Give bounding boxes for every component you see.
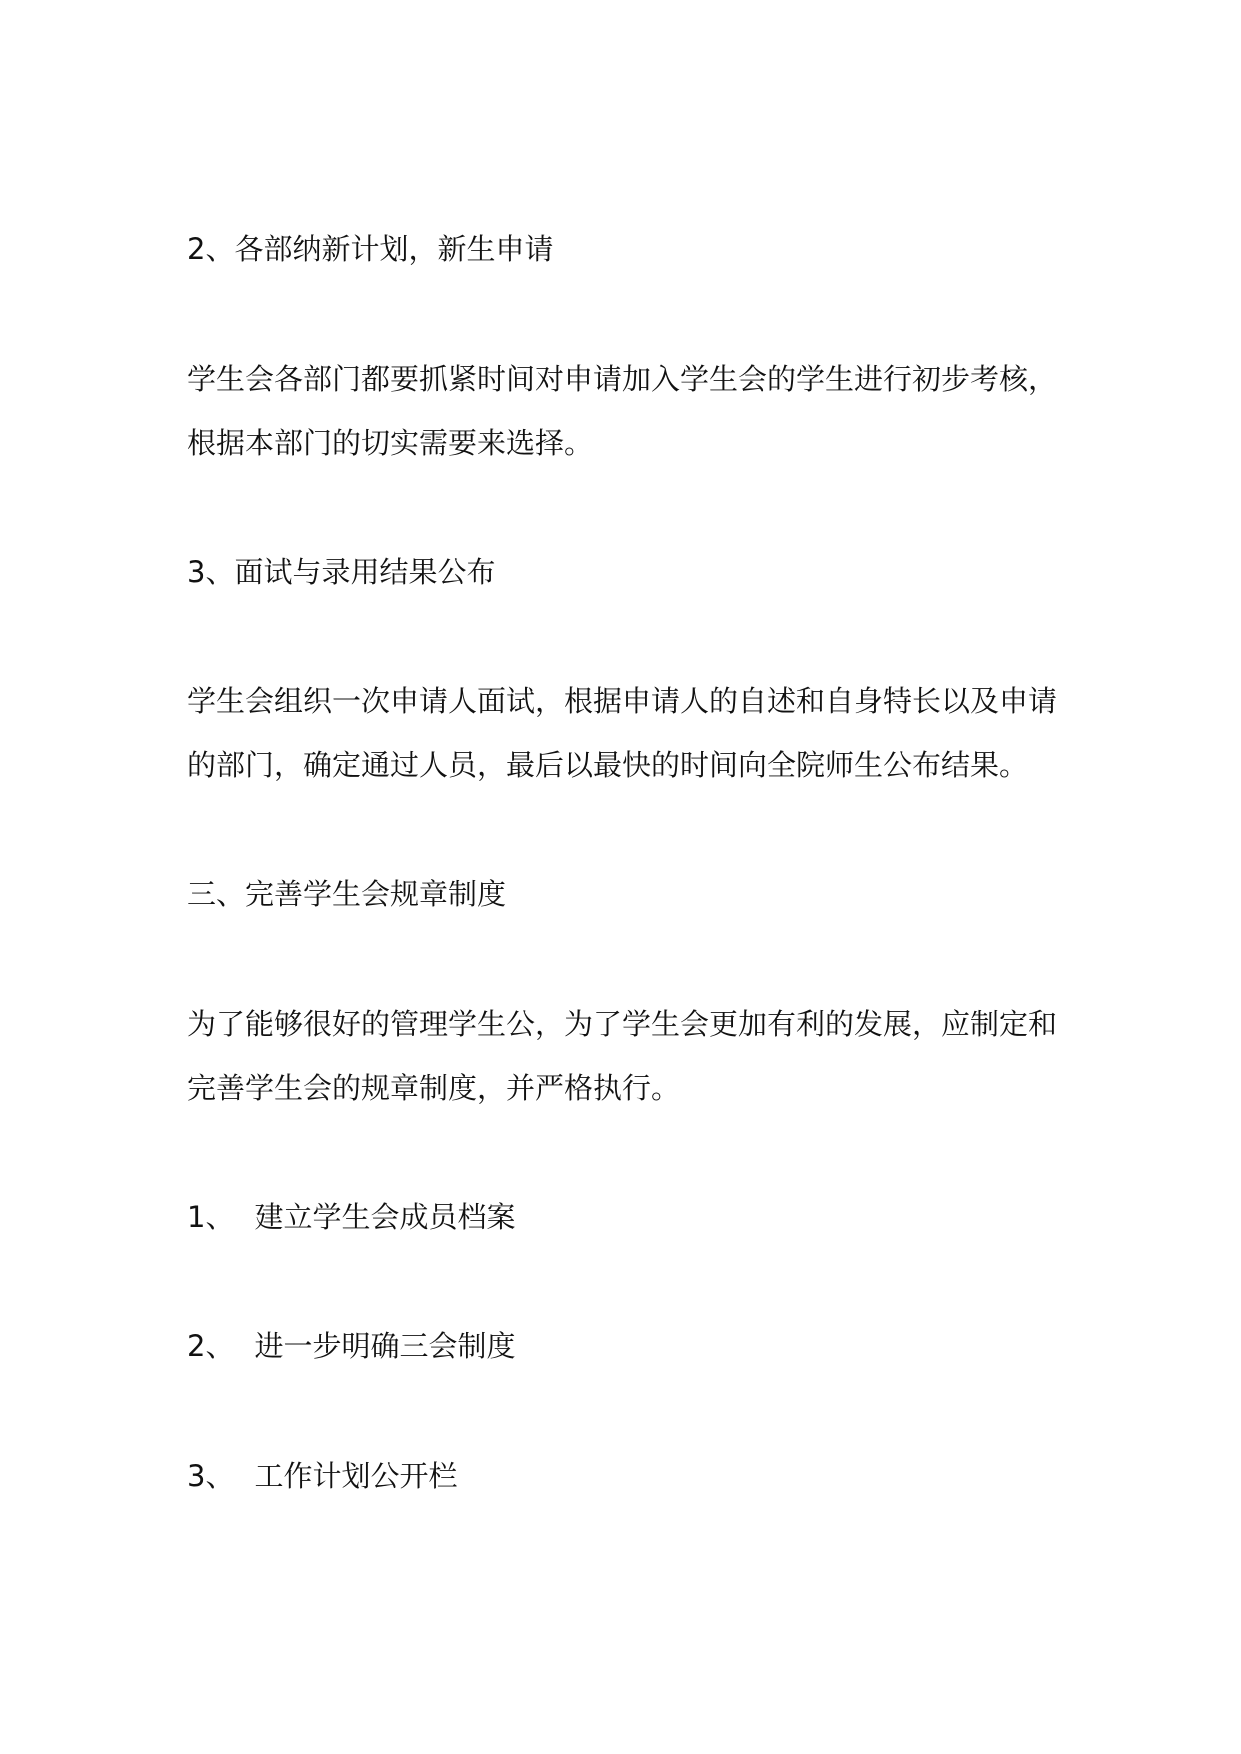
list-item: [187, 1456, 1087, 1496]
list-item-text: 工作计划公开栏: [254, 1459, 458, 1493]
list-item: [187, 1326, 1087, 1366]
paragraph-line: 的部门，确定通过人员，最后以最快的时间向全院师生公布结果。: [187, 748, 1029, 782]
list-marker: 1、: [187, 1200, 235, 1234]
paragraph-line: 学生会组织一次申请人面试，根据申请人的自述和自身特长以及申请: [187, 684, 1058, 718]
paragraph-line: 完善学生会的规章制度，并严格执行。: [187, 1071, 681, 1105]
list-item-text: 进一步明确三会制度: [254, 1329, 516, 1363]
list-item: [187, 1197, 1087, 1237]
paragraph-line: 根据本部门的切实需要来选择。: [187, 426, 594, 460]
list-marker: 3、: [187, 1459, 235, 1493]
list-item-text: 建立学生会成员档案: [254, 1200, 516, 1234]
section-heading-recruitment-plan: 2、各部纳新计划，新生申请: [187, 232, 554, 266]
paragraph-line: 学生会各部门都要抓紧时间对申请加入学生会的学生进行初步考核，: [187, 362, 1058, 396]
list-marker: 2、: [187, 1329, 235, 1363]
section-heading-rules: 三、完善学生会规章制度: [187, 877, 507, 911]
section-heading-interview-results: 3、面试与录用结果公布: [187, 555, 496, 589]
paragraph-line: 为了能够很好的管理学生公，为了学生会更加有利的发展，应制定和: [187, 1007, 1058, 1041]
